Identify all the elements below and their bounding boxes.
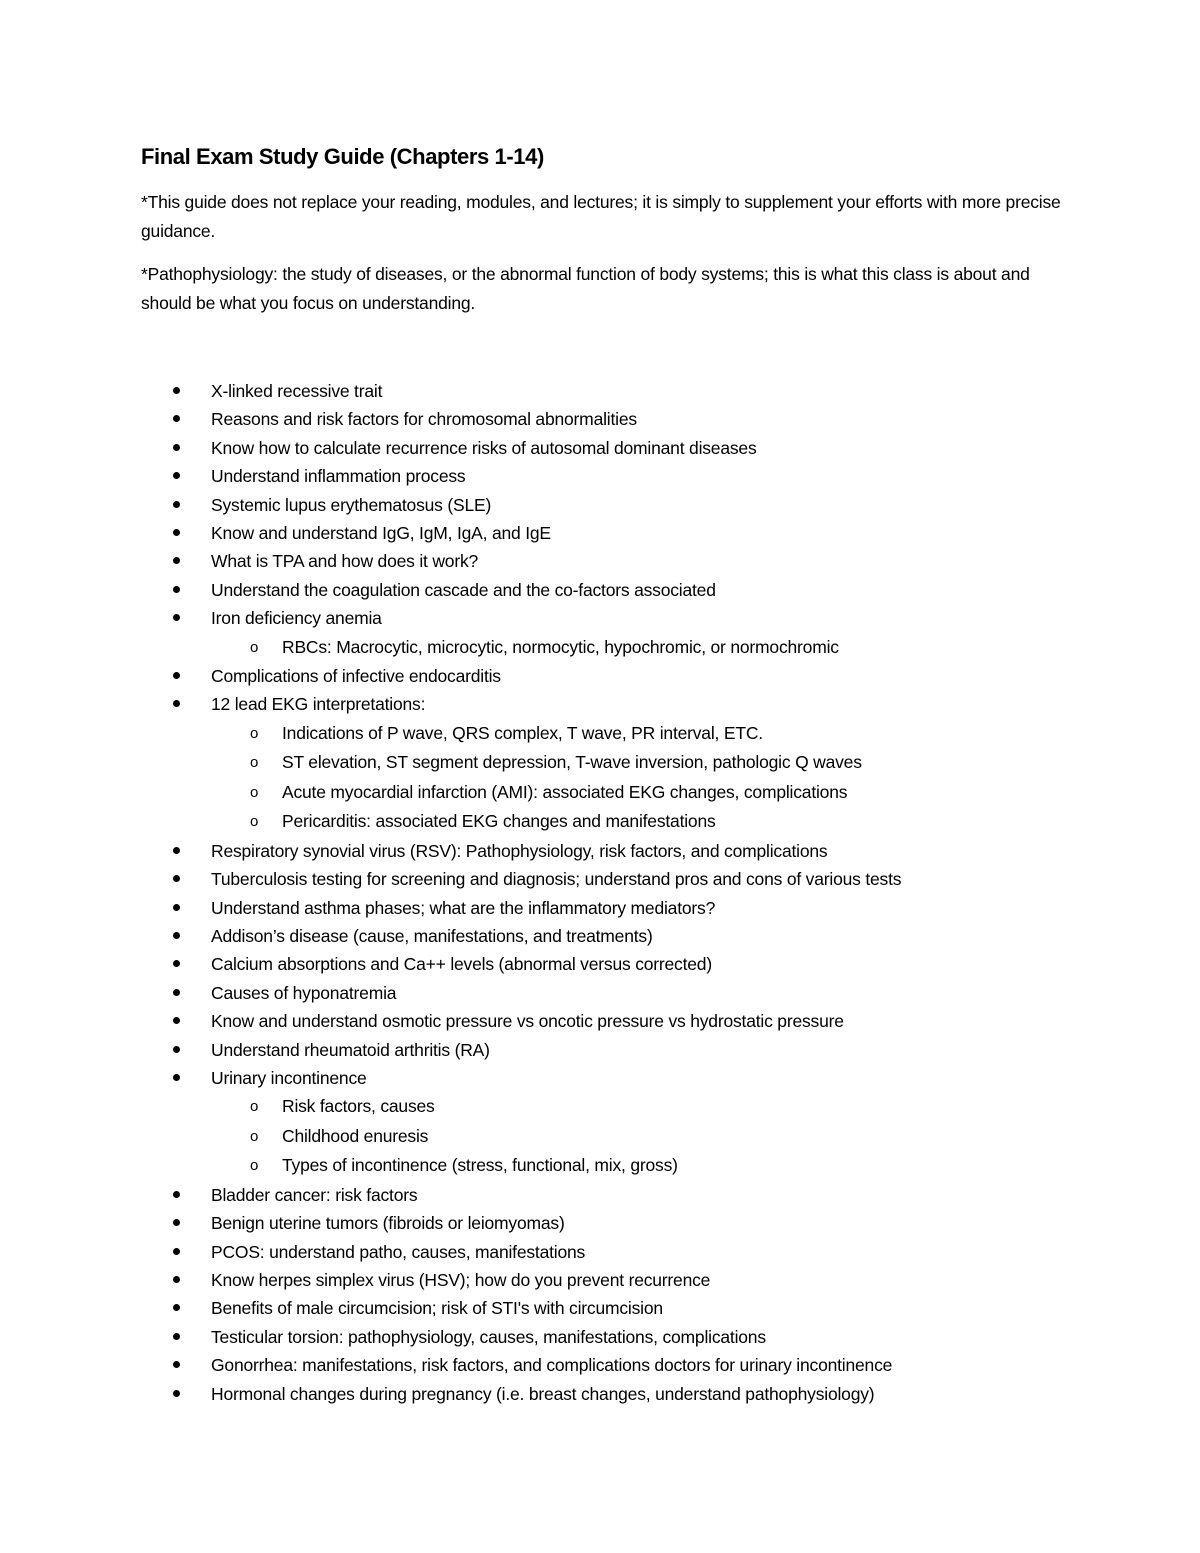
page-title: Final Exam Study Guide (Chapters 1-14)	[141, 144, 544, 169]
list-item-text: Respiratory synovial virus (RSV): Pathophysiology, risk factors, and complications	[211, 840, 828, 861]
list-item	[0, 894, 1200, 922]
bullet-icon	[173, 1017, 180, 1024]
list-item	[0, 1064, 1200, 1092]
hollow-bullet-marker: o	[250, 754, 259, 772]
list-item	[0, 491, 1200, 519]
sub-list-item	[0, 1151, 1200, 1181]
bullet-icon	[173, 1046, 180, 1053]
bullet-icon	[173, 501, 180, 508]
list-item-text: Iron deficiency anemia	[211, 608, 382, 629]
list-item	[0, 922, 1200, 950]
bullet-icon	[173, 1390, 180, 1397]
hollow-bullet-marker: o	[250, 638, 259, 656]
list-item-text: Know and understand IgG, IgM, IgA, and IgE	[211, 522, 551, 543]
list-item-text: Addison’s disease (cause, manifestations, and treatments)	[211, 925, 653, 946]
list-item-text: X-linked recessive trait	[211, 381, 383, 401]
list-item-text: Hormonal changes during pregnancy (i.e. breast changes, understand pathophysiology)	[211, 1383, 875, 1404]
topic-list	[0, 377, 1200, 1408]
pathophysiology-note: *Pathophysiology: the study of diseases, or the abnormal function of body systems; this is what this class is about and should be what you focus on understanding.	[141, 264, 1030, 313]
sub-list-item	[0, 1092, 1200, 1122]
bullet-icon	[173, 415, 180, 422]
list-item-text: Childhood enuresis	[282, 1125, 429, 1146]
list-item	[0, 1007, 1200, 1035]
hollow-bullet-marker: o	[250, 783, 259, 801]
list-item-text: Know and understand osmotic pressure vs oncotic pressure vs hydrostatic pressure	[211, 1011, 844, 1032]
bullet-icon	[173, 700, 180, 707]
bullet-icon	[173, 1276, 180, 1283]
list-item	[0, 950, 1200, 978]
list-item-text: What is TPA and how does it work?	[211, 551, 479, 572]
sub-list-item	[0, 1122, 1200, 1152]
list-item-text: 12 lead EKG interpretations:	[211, 694, 426, 715]
list-item-text: Complications of infective endocarditis	[211, 666, 501, 687]
bullet-icon	[173, 1191, 180, 1198]
list-item-text: Acute myocardial infarction (AMI): associated EKG changes, complications	[282, 781, 848, 802]
bullet-icon	[173, 1333, 180, 1340]
bullet-icon	[173, 960, 180, 967]
bullet-icon	[173, 529, 180, 536]
list-item	[0, 547, 1200, 575]
list-item-text: PCOS: understand patho, causes, manifestations	[211, 1241, 586, 1262]
list-item	[0, 405, 1200, 433]
sub-list-item	[0, 778, 1200, 808]
bullet-icon	[173, 1248, 180, 1255]
bullet-icon	[173, 1074, 180, 1081]
hollow-bullet-marker: o	[250, 1098, 259, 1116]
disclaimer-note: *This guide does not replace your reading, modules, and lectures; it is simply to supplement your efforts with more precise guidance.	[141, 192, 1061, 241]
list-item	[0, 1323, 1200, 1351]
list-item-text: Testicular torsion: pathophysiology, causes, manifestations, complications	[211, 1326, 766, 1347]
bullet-icon	[173, 557, 180, 564]
list-item	[0, 1209, 1200, 1237]
list-item-text: Tuberculosis testing for screening and diagnosis; understand pros and cons of various tests	[211, 869, 902, 890]
bullet-icon	[173, 672, 180, 679]
list-item-text: ST elevation, ST segment depression, T-wave inversion, pathologic Q waves	[282, 752, 862, 773]
list-item	[0, 1351, 1200, 1379]
bullet-icon	[173, 989, 180, 996]
list-item	[0, 837, 1200, 865]
bullet-icon	[173, 847, 180, 854]
list-item	[0, 519, 1200, 547]
list-item-text: Understand inflammation process	[211, 466, 466, 487]
list-item-text: Benign uterine tumors (fibroids or leiomyomas)	[211, 1213, 565, 1234]
bullet-icon	[173, 1219, 180, 1226]
sub-list-item	[0, 719, 1200, 749]
list-item	[0, 576, 1200, 604]
bullet-icon	[173, 875, 180, 882]
list-item-text: Causes of hyponatremia	[211, 982, 397, 1003]
bullet-icon	[173, 472, 180, 479]
sub-list-item	[0, 748, 1200, 778]
bullet-icon	[173, 932, 180, 939]
bullet-icon	[173, 904, 180, 911]
list-item-text: Know herpes simplex virus (HSV); how do you prevent recurrence	[211, 1269, 711, 1290]
list-item	[0, 1181, 1200, 1209]
list-item	[0, 662, 1200, 690]
list-item	[0, 1266, 1200, 1294]
list-item	[0, 1294, 1200, 1322]
list-item	[0, 1238, 1200, 1266]
list-item	[0, 377, 1200, 405]
list-item-text: Types of incontinence (stress, functional, mix, gross)	[282, 1155, 678, 1176]
bullet-icon	[173, 586, 180, 593]
bullet-icon	[173, 1361, 180, 1368]
list-item	[0, 434, 1200, 462]
list-item-text: Gonorrhea: manifestations, risk factors, and complications doctors for urinary incontinence	[211, 1355, 893, 1376]
list-item	[0, 604, 1200, 632]
list-item-text: Indications of P wave, QRS complex, T wave, PR interval, ETC.	[282, 722, 763, 743]
sub-list-item	[0, 633, 1200, 663]
list-item-text: Reasons and risk factors for chromosomal abnormalities	[211, 409, 637, 430]
bullet-icon	[173, 387, 180, 394]
bullet-icon	[173, 444, 180, 451]
list-item-text: Calcium absorptions and Ca++ levels (abnormal versus corrected)	[211, 954, 712, 975]
list-item-text: Understand rheumatoid arthritis (RA)	[211, 1039, 490, 1060]
hollow-bullet-marker: o	[250, 724, 259, 742]
list-item	[0, 690, 1200, 718]
bullet-icon	[173, 1304, 180, 1311]
list-item	[0, 979, 1200, 1007]
hollow-bullet-marker: o	[250, 1157, 259, 1175]
list-item-text: RBCs: Macrocytic, microcytic, normocytic, hypochromic, or normochromic	[282, 636, 839, 657]
list-item-text: Bladder cancer: risk factors	[211, 1184, 418, 1205]
list-item-text: Know how to calculate recurrence risks of autosomal dominant diseases	[211, 437, 757, 458]
list-item-text: Urinary incontinence	[211, 1067, 367, 1088]
list-item	[0, 1036, 1200, 1064]
list-item-text: Systemic lupus erythematosus (SLE)	[211, 494, 492, 515]
sub-list-item	[0, 807, 1200, 837]
list-item-text: Risk factors, causes	[282, 1096, 435, 1117]
bullet-icon	[173, 614, 180, 621]
list-item-text: Understand asthma phases; what are the inflammatory mediators?	[211, 897, 716, 918]
hollow-bullet-marker: o	[250, 813, 259, 831]
list-item	[0, 1380, 1200, 1408]
list-item	[0, 462, 1200, 490]
list-item-text: Benefits of male circumcision; risk of STI's with circumcision	[211, 1298, 663, 1319]
list-item	[0, 865, 1200, 893]
list-item-text: Understand the coagulation cascade and the co-factors associated	[211, 579, 716, 600]
list-item-text: Pericarditis: associated EKG changes and manifestations	[282, 811, 716, 832]
hollow-bullet-marker: o	[250, 1127, 259, 1145]
